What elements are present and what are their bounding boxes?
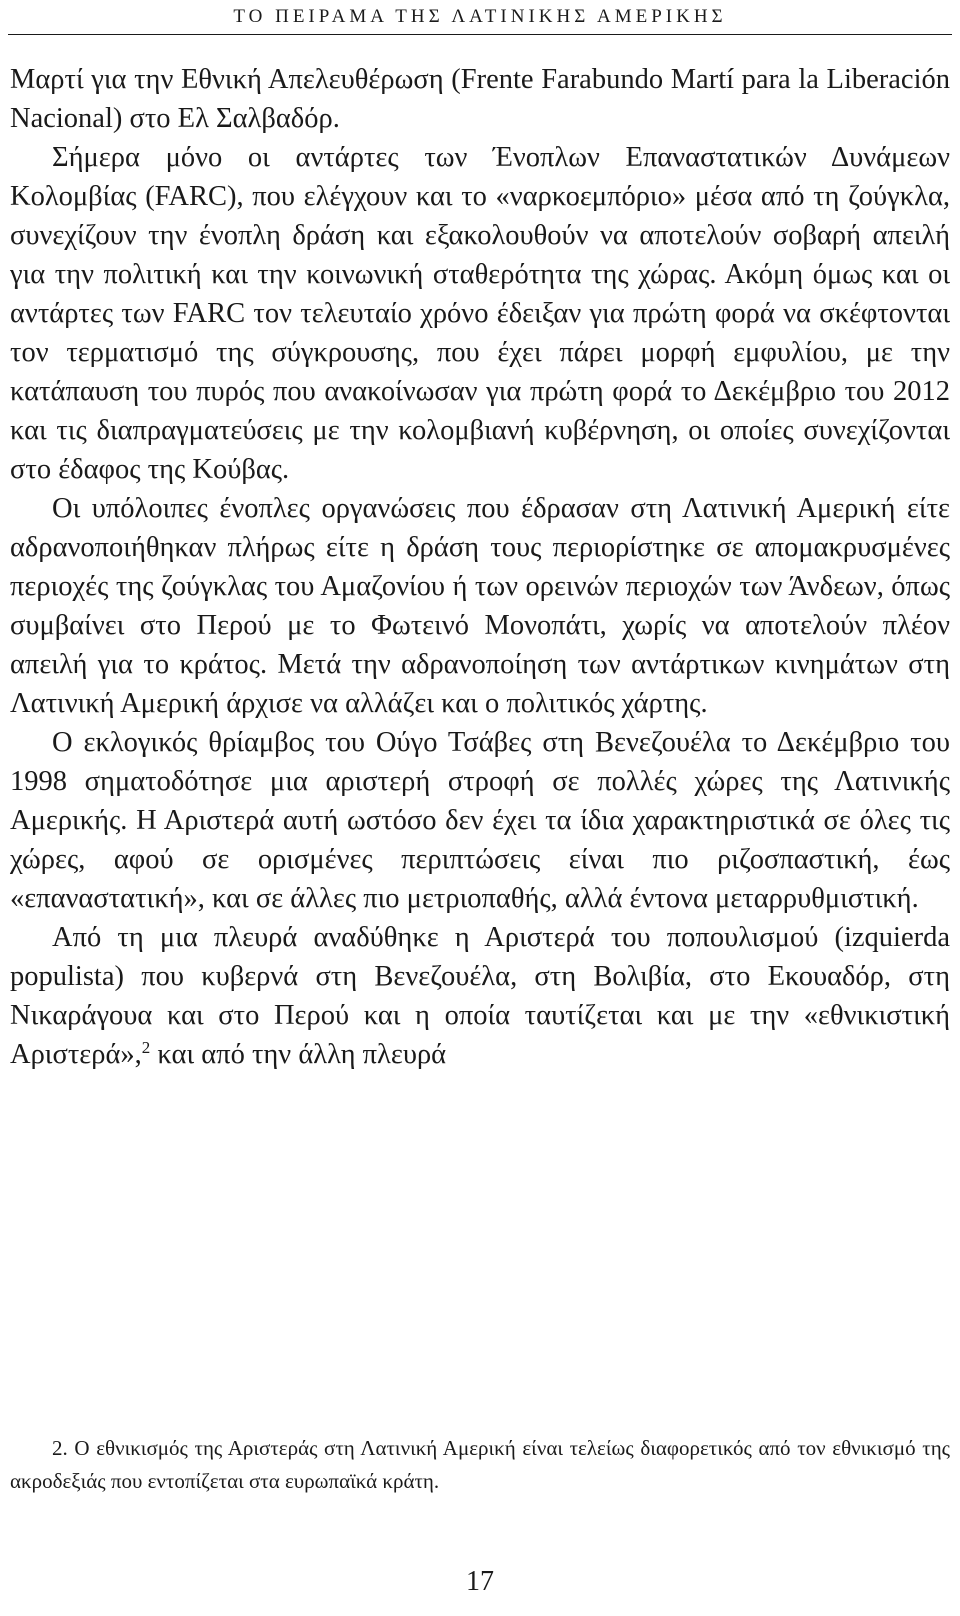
footnote-section — [10, 1432, 950, 1498]
paragraph-1: Μαρτί για την Εθνική Απελευθέρωση (Frente Farabundo Martí para la Liberación Nacional) στο Ελ Σαλβαδόρ. — [10, 64, 950, 134]
footnote-reference[interactable]: 2 — [141, 1038, 151, 1057]
paragraph-2: Σήμερα μόνο οι αντάρτες των Ένοπλων Επαναστατικών Δυνάμεων Κολομβίας (FARC), που ελέγχουν και το «ναρκοεμπόριο» μέσα από τη ζούγκλα, συνεχίζουν την ένοπλη δράση και εξακολουθούν να αποτελούν σοβαρή απειλή για την πολιτική και την κοινωνική σταθερότητα της χώρας. Ακόμη όμως και οι αντάρτες των FARC τον τελευταίο χρόνο έδειξαν για πρώτη φορά να σκέφτονται τον τερματισμό της σύγκρουσης, που έχει πάρει μορφή εμφυλίου, με την κατάπαυση του πυρός που ανακοίνωσαν για πρώτη φορά το Δεκέμβριο του 2012 και τις διαπραγματεύσεις με την κολομβιανή κυβέρνηση, οι οποίες συνεχίζονται στο έδαφος της Κούβας. — [10, 142, 950, 485]
running-head: ΤΟ ΠΕΙΡΑΜΑ ΤΗΣ ΛΑΤΙΝΙΚΗΣ ΑΜΕΡΙΚΗΣ — [233, 6, 727, 27]
main-text — [10, 60, 950, 1074]
paragraph-4: Ο εκλογικός θρίαμβος του Ούγο Τσάβες στη Βενεζουέλα το Δεκέμβριο του 1998 σηματοδότησε μια αριστερή στροφή σε πολλές χώρες της Λατινικής Αμερικής. Η Αριστερά αυτή ωστόσο δεν έχει τα ίδια χαρακτηριστικά σε όλες τις χώρες, αφού σε ορισμένες περιπτώσεις είναι πιο ριζοσπαστική, έως «επαναστατική», και σε άλλες πιο μετριοπαθής, αλλά έντονα μεταρρυθμιστική. — [10, 727, 950, 914]
page-number: 17 — [466, 1566, 494, 1597]
footnote-2: 2. Ο εθνικισμός της Αριστεράς στη Λατινική Αμερική είναι τελείως διαφορετικός από τον εθνικισμό της ακροδεξιάς που εντοπίζεται στα ευρωπαϊκά κράτη. — [10, 1436, 950, 1493]
paragraph-3: Οι υπόλοιπες ένοπλες οργανώσεις που έδρασαν στη Λατινική Αμερική είτε αδρανοποιήθηκαν πλήρως είτε η δράση τους περιορίστηκε σε απομακρυσμένες περιοχές της ζούγκλας του Αμαζονίου ή των ορεινών περιοχών των Άνδεων, όπως συμβαίνει στο Περού με το Φωτεινό Μονοπάτι, χωρίς να αποτελούν πλέον απειλή για το κράτος. Μετά την αδρανοποίηση των αντάρτικων κινημάτων στη Λατινική Αμερική άρχισε να αλλάζει και ο πολιτικός χάρτης. — [10, 493, 950, 719]
paragraph-5-text: Από τη μια πλευρά αναδύθηκε η Αριστερά του ποπουλισμού (izquierda populista) που κυβερνά στη Βενεζουέλα, στη Βολιβία, στο Εκουαδόρ, στη Νικαράγουα και στο Περού και η οποία ταυτίζεται και με την «εθνικιστική Αριστερά», — [10, 922, 950, 1070]
header-rule — [8, 34, 952, 35]
paragraph-5-continuation: και από την άλλη πλευρά — [150, 1039, 447, 1070]
paragraph-5 — [10, 918, 950, 1074]
